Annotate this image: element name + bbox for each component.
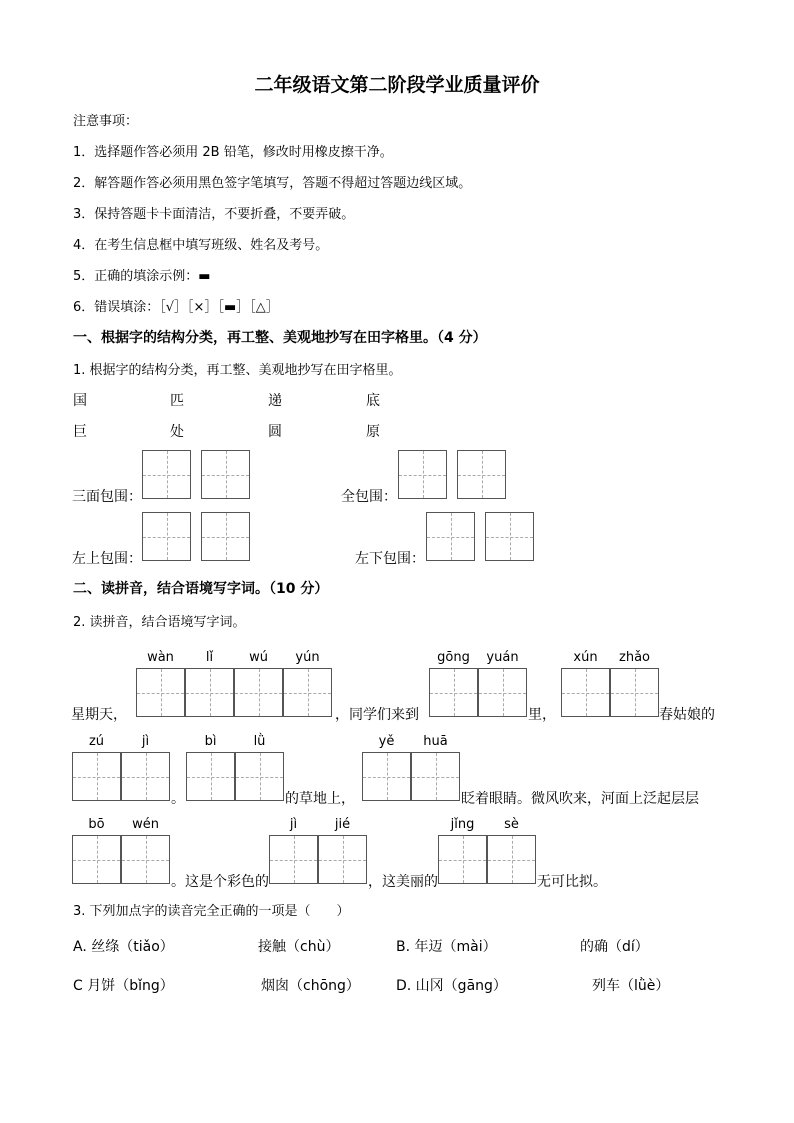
tianzige-box[interactable] (269, 835, 318, 884)
pinyin: zhǎo (619, 650, 650, 665)
tianzige-box[interactable] (485, 512, 534, 561)
sentence-text: 里， (528, 707, 556, 723)
sentence-text: ，同学们来到 (335, 707, 419, 723)
label-upper-left: 左上包围： (72, 551, 142, 567)
question-1: 1. 根据字的结构分类，再工整、美观地抄写在田字格里。 (73, 363, 402, 378)
pinyin: yuán (486, 650, 519, 665)
note-item-4: 4．在考生信息框中填写班级、姓名及考号。 (73, 238, 329, 253)
note-item-3: 3．保持答题卡卡面清洁，不要折叠，不要弄破。 (73, 207, 355, 222)
pinyin: gōng (437, 650, 470, 665)
pinyin: jì (289, 817, 298, 832)
pinyin: wàn (147, 650, 174, 665)
char-1: 国 (73, 393, 87, 409)
question-3: 3. 下列加点字的读音完全正确的一项是（ ） (73, 904, 350, 919)
tianzige-box[interactable] (121, 835, 170, 884)
notes-heading: 注意事项： (73, 114, 139, 129)
sentence-text: 。 (171, 791, 185, 807)
char-2: 匹 (170, 393, 184, 409)
sentence-text: 的草地上， (285, 791, 355, 807)
sentence-text: 星期天， (71, 707, 127, 723)
char-5: 巨 (73, 424, 87, 440)
tianzige-box[interactable] (201, 512, 250, 561)
tianzige-box[interactable] (235, 752, 284, 801)
sentence-text: 眨着眼睛。微风吹来，河面上泛起层层 (461, 791, 699, 807)
pinyin: bō (88, 817, 105, 832)
tianzige-box[interactable] (201, 450, 250, 499)
pinyin: sè (504, 817, 519, 832)
tianzige-box[interactable] (142, 450, 191, 499)
pinyin: jié (334, 817, 351, 832)
note-item-1: 1．选择题作答必须用 2B 铅笔，修改时用橡皮擦干净。 (73, 145, 393, 160)
pinyin: zú (88, 734, 105, 749)
tianzige-box[interactable] (429, 668, 478, 717)
pinyin: xún (573, 650, 598, 665)
pinyin: wú (249, 650, 268, 665)
tianzige-box[interactable] (136, 668, 185, 717)
tianzige-box[interactable] (72, 835, 121, 884)
tianzige-box[interactable] (478, 668, 527, 717)
tianzige-box[interactable] (283, 668, 332, 717)
sentence-text: 春姑娘的 (659, 707, 715, 723)
tianzige-box[interactable] (398, 450, 447, 499)
pinyin: jǐng (450, 817, 475, 832)
tianzige-box[interactable] (610, 668, 659, 717)
sentence-text: ，这美丽的 (368, 874, 438, 890)
section2-heading: 二、读拼音，结合语境写字词。（10 分） (73, 581, 329, 597)
pinyin: bì (204, 734, 217, 749)
question-2: 2. 读拼音，结合语境写字词。 (73, 615, 246, 630)
option-d-1[interactable]: D. 山冈（gāng） (396, 978, 507, 994)
sentence-text: 。这是个彩色的 (171, 874, 269, 890)
label-lower-left: 左下包围： (355, 551, 425, 567)
option-a-1[interactable]: A. 丝绦（tiǎo） (73, 939, 174, 955)
tianzige-box[interactable] (561, 668, 610, 717)
sentence-text: 无可比拟。 (537, 874, 607, 890)
pinyin: huā (423, 734, 448, 749)
char-7: 圆 (268, 424, 282, 440)
tianzige-box[interactable] (426, 512, 475, 561)
tianzige-box[interactable] (411, 752, 460, 801)
tianzige-box[interactable] (457, 450, 506, 499)
pinyin: yě (378, 734, 395, 749)
pinyin: lǐ (205, 650, 214, 665)
tianzige-box[interactable] (438, 835, 487, 884)
char-3: 递 (268, 393, 282, 409)
pinyin: lǜ (253, 734, 266, 749)
tianzige-box[interactable] (121, 752, 170, 801)
pinyin: yún (295, 650, 320, 665)
option-a-2: 接触（chù） (258, 939, 340, 955)
char-8: 原 (366, 424, 380, 440)
section1-heading: 一、根据字的结构分类，再工整、美观地抄写在田字格里。（4 分） (73, 330, 487, 346)
page-title: 二年级语文第二阶段学业质量评价 (254, 74, 540, 96)
note-item-5: 5．正确的填涂示例：▬ (73, 269, 211, 284)
option-b-1[interactable]: B. 年迈（mài） (396, 939, 497, 955)
tianzige-box[interactable] (234, 668, 283, 717)
tianzige-box[interactable] (487, 835, 536, 884)
tianzige-box[interactable] (318, 835, 367, 884)
tianzige-box[interactable] (142, 512, 191, 561)
label-full: 全包围： (341, 489, 397, 505)
pinyin: wén (132, 817, 159, 832)
char-6: 处 (170, 424, 184, 440)
label-three-side: 三面包围： (72, 489, 142, 505)
tianzige-box[interactable] (186, 752, 235, 801)
note-item-2: 2．解答题作答必须用黑色签字笔填写，答题不得超过答题边线区域。 (73, 176, 472, 191)
note-item-6: 6．错误填涂：［√］［×］［▬］［△］ (73, 300, 279, 315)
option-b-2: 的确（dí） (580, 939, 649, 955)
option-c-1[interactable]: C 月饼（bǐng） (73, 978, 174, 994)
tianzige-box[interactable] (72, 752, 121, 801)
tianzige-box[interactable] (185, 668, 234, 717)
tianzige-box[interactable] (362, 752, 411, 801)
option-d-2: 列车（lǜè） (592, 978, 670, 994)
pinyin: jì (141, 734, 150, 749)
option-c-2: 烟囱（chōng） (261, 978, 360, 994)
char-4: 底 (366, 393, 380, 409)
